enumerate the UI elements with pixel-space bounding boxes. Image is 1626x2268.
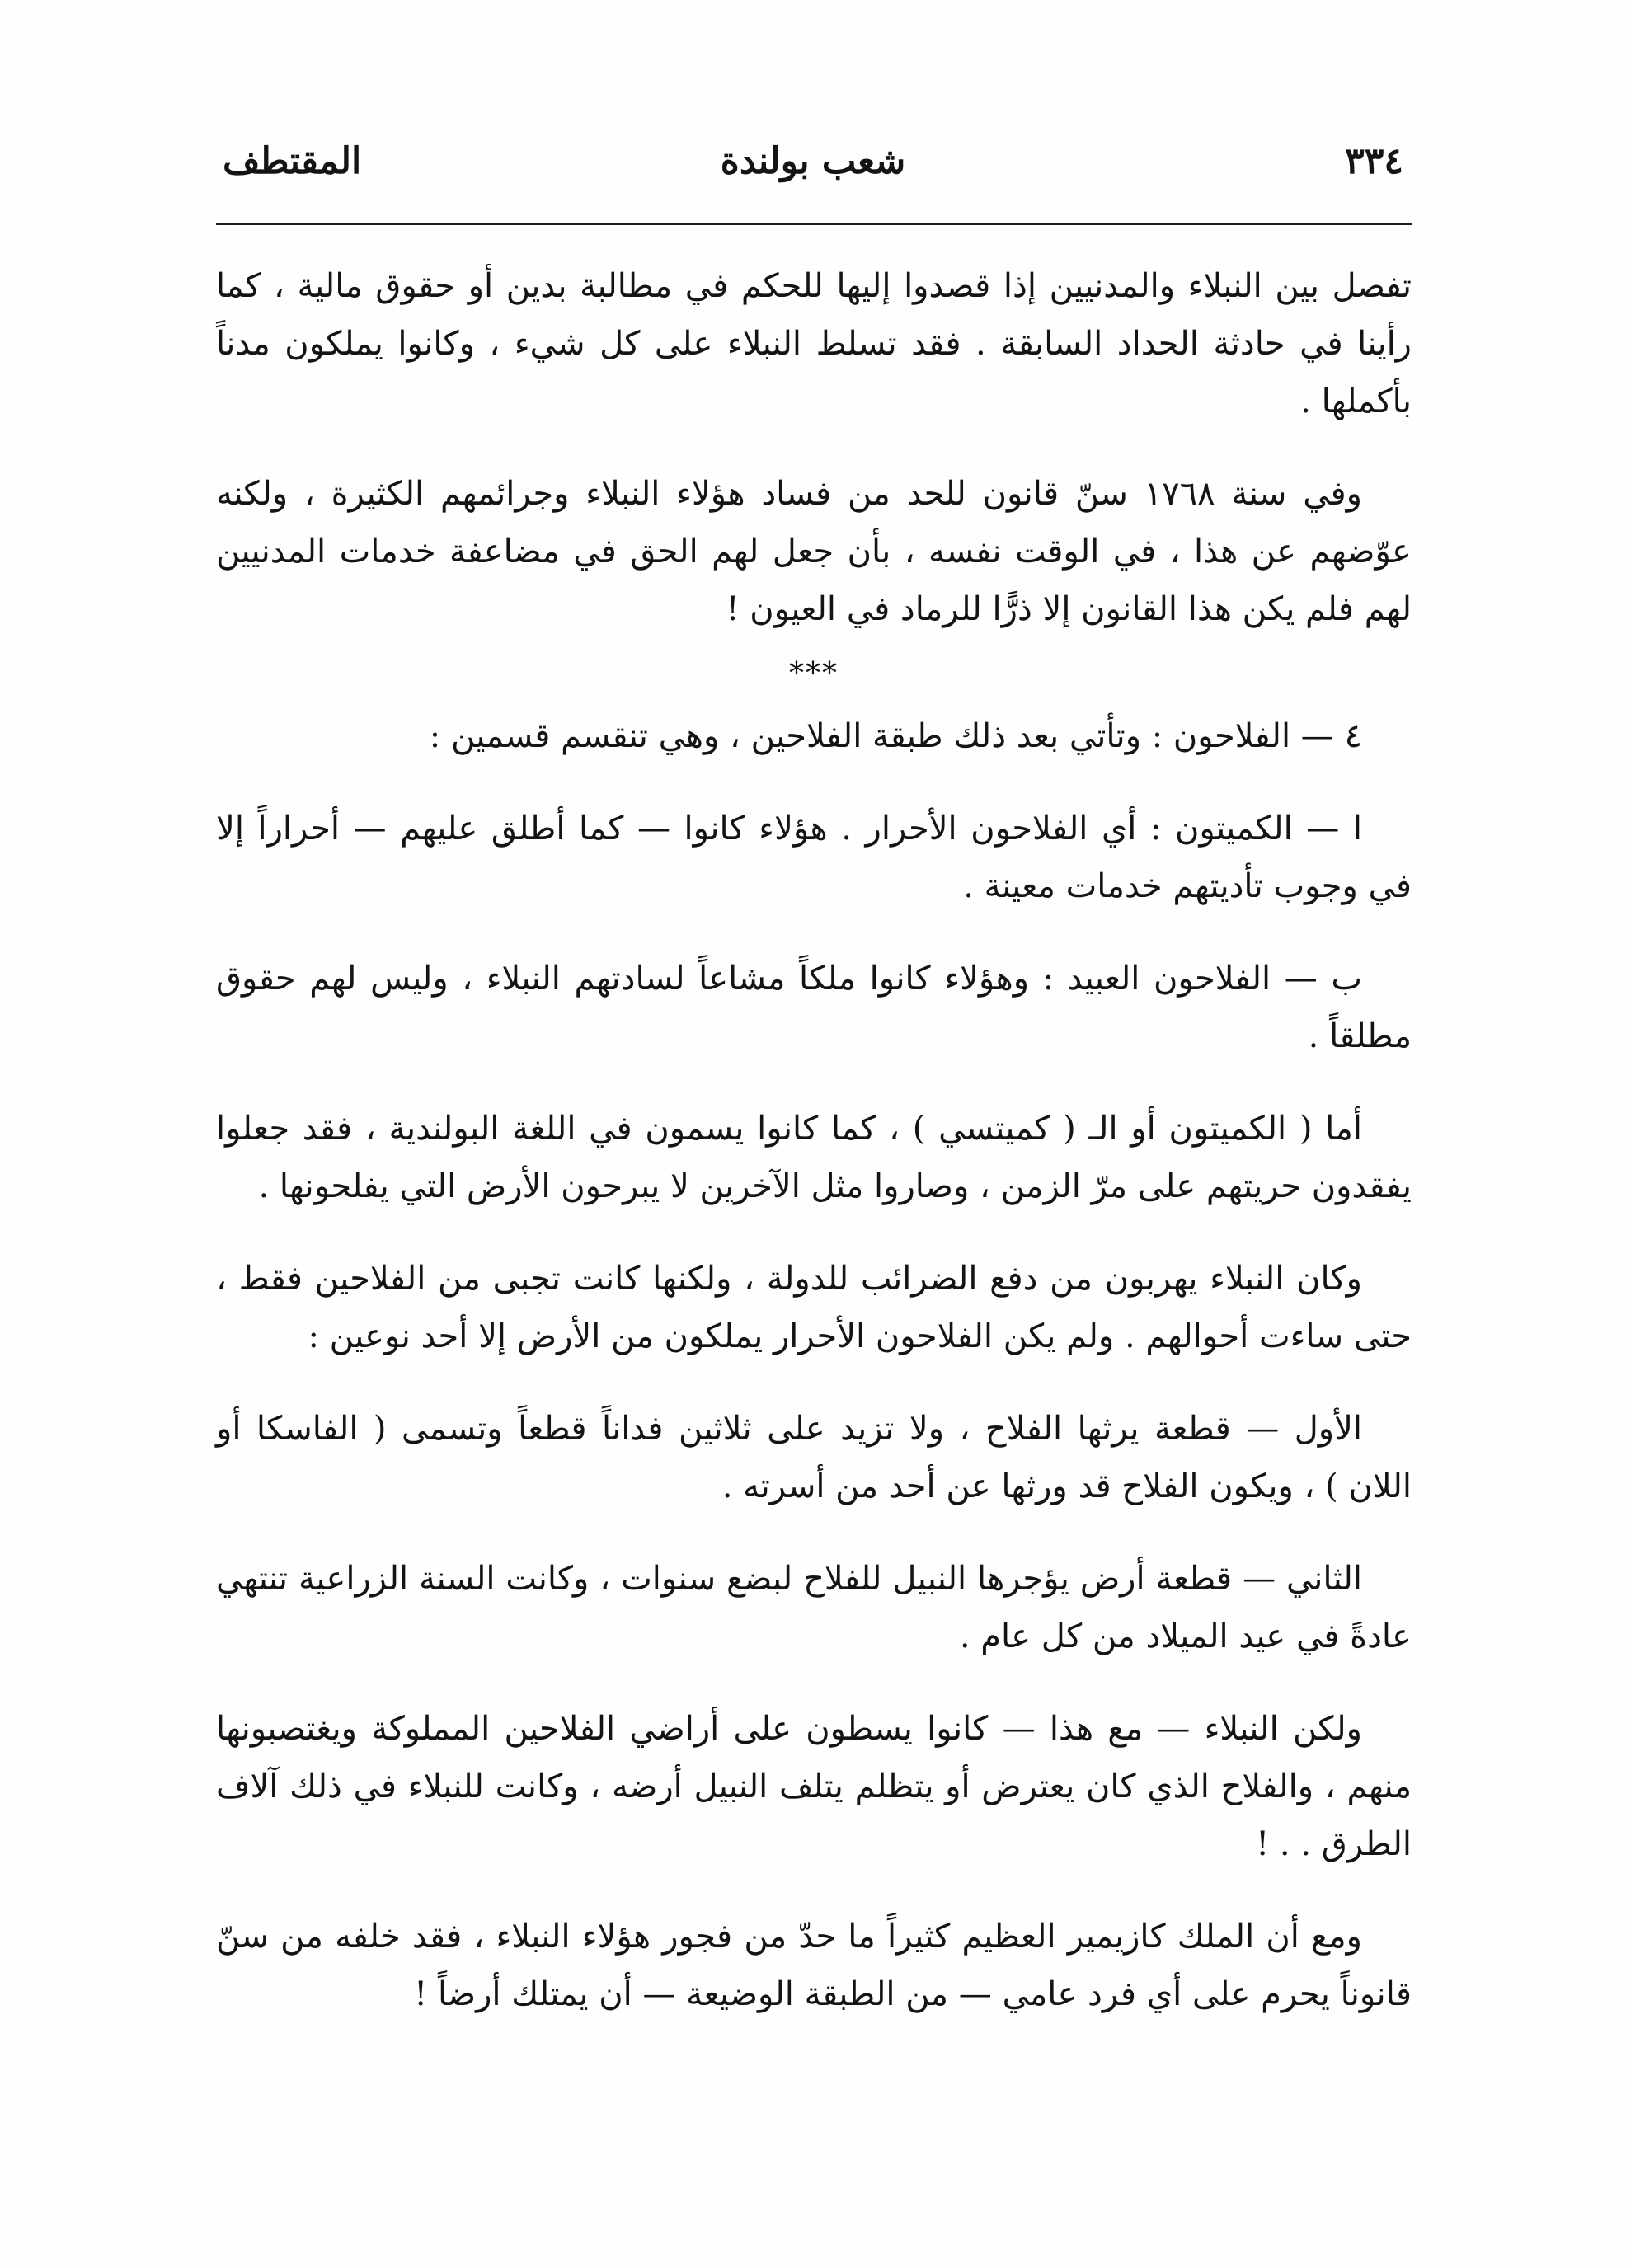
journal-name: المقتطف <box>223 140 362 182</box>
paragraph-8: الأول — قطعة يرثها الفلاح ، ولا تزيد على ثلاثين فداناً قطعاً وتسمى ( الفاسكا أو اللان ) ، ويكون الفلاح قد ورثها عن أحد من أسرته . <box>216 1410 1412 1505</box>
paragraph-5: ب — الفلاحون العبيد : وهؤلاء كانوا ملكاً مشاعاً لسادتهم النبلاء ، وليس لهم حقوق مطلقاً . <box>216 960 1412 1055</box>
page-header <box>223 140 1403 198</box>
paragraph-3: ٤ — الفلاحون : وتأتي بعد ذلك طبقة الفلاحين ، وهي تنقسم قسمين : <box>429 717 1362 755</box>
running-title: شعب بولندة <box>720 140 906 182</box>
section-separator: *** <box>789 657 839 691</box>
page-number: ٣٣٤ <box>1345 140 1403 182</box>
paragraph-1: تفصل بين النبلاء والمدنيين إذا قصدوا إليها للحكم في مطالبة بدين أو حقوق مالية ، كما رأينا في حادثة الحداد السابقة . فقد تسلط النبلاء على كل شيء ، وكانوا يملكون مدناً بأكملها . <box>216 267 1412 420</box>
paragraph-11: ومع أن الملك كازيمير العظيم كثيراً ما حدّ من فجور هؤلاء النبلاء ، فقد خلفه من سنّ قانوناً يحرم على أي فرد عامي — من الطبقة الوضيعة — أن يمتلك أرضاً ! <box>216 1918 1412 2013</box>
paragraph-6: أما ( الكميتون أو الـ ( كميتسي ) ، كما كانوا يسمون في اللغة البولندية ، فقد جعلوا يفقدون حريتهم على مرّ الزمن ، وصاروا مثل الآخرين لا يبرحون الأرض التي يفلحونها . <box>216 1110 1412 1205</box>
paragraph-4: ا — الكميتون : أي الفلاحون الأحرار . هؤلاء كانوا — كما أطلق عليهم — أحراراً إلا في وجوب تأديتهم خدمات معينة . <box>216 810 1412 905</box>
article-body <box>216 257 1412 2058</box>
paragraph-9: الثاني — قطعة أرض يؤجرها النبيل للفلاح لبضع سنوات ، وكانت السنة الزراعية تنتهي عادةً في عيد الميلاد من كل عام . <box>216 1560 1412 1655</box>
paragraph-2: وفي سنة ١٧٦٨ سنّ قانون للحد من فساد هؤلاء النبلاء وجرائمهم الكثيرة ، ولكنه عوّضهم عن هذا ، في الوقت نفسه ، بأن جعل لهم الحق في مضاعفة خدمات المدنيين لهم فلم يكن هذا القانون إلا ذرًّا للرماد في العيون ! <box>216 475 1412 628</box>
paragraph-10: ولكن النبلاء — مع هذا — كانوا يسطون على أراضي الفلاحين المملوكة ويغتصبونها منهم ، والفلاح الذي كان يعترض أو يتظلم يتلف النبيل أرضه ، وكانت للنبلاء في ذلك آلاف الطرق . . ! <box>216 1710 1412 1863</box>
paragraph-7: وكان النبلاء يهربون من دفع الضرائب للدولة ، ولكنها كانت تجبى من الفلاحين فقط ، حتى ساءت أحوالهم . ولم يكن الفلاحون الأحرار يملكون من الأرض إلا أحد نوعين : <box>216 1260 1412 1355</box>
header-divider <box>216 223 1412 225</box>
